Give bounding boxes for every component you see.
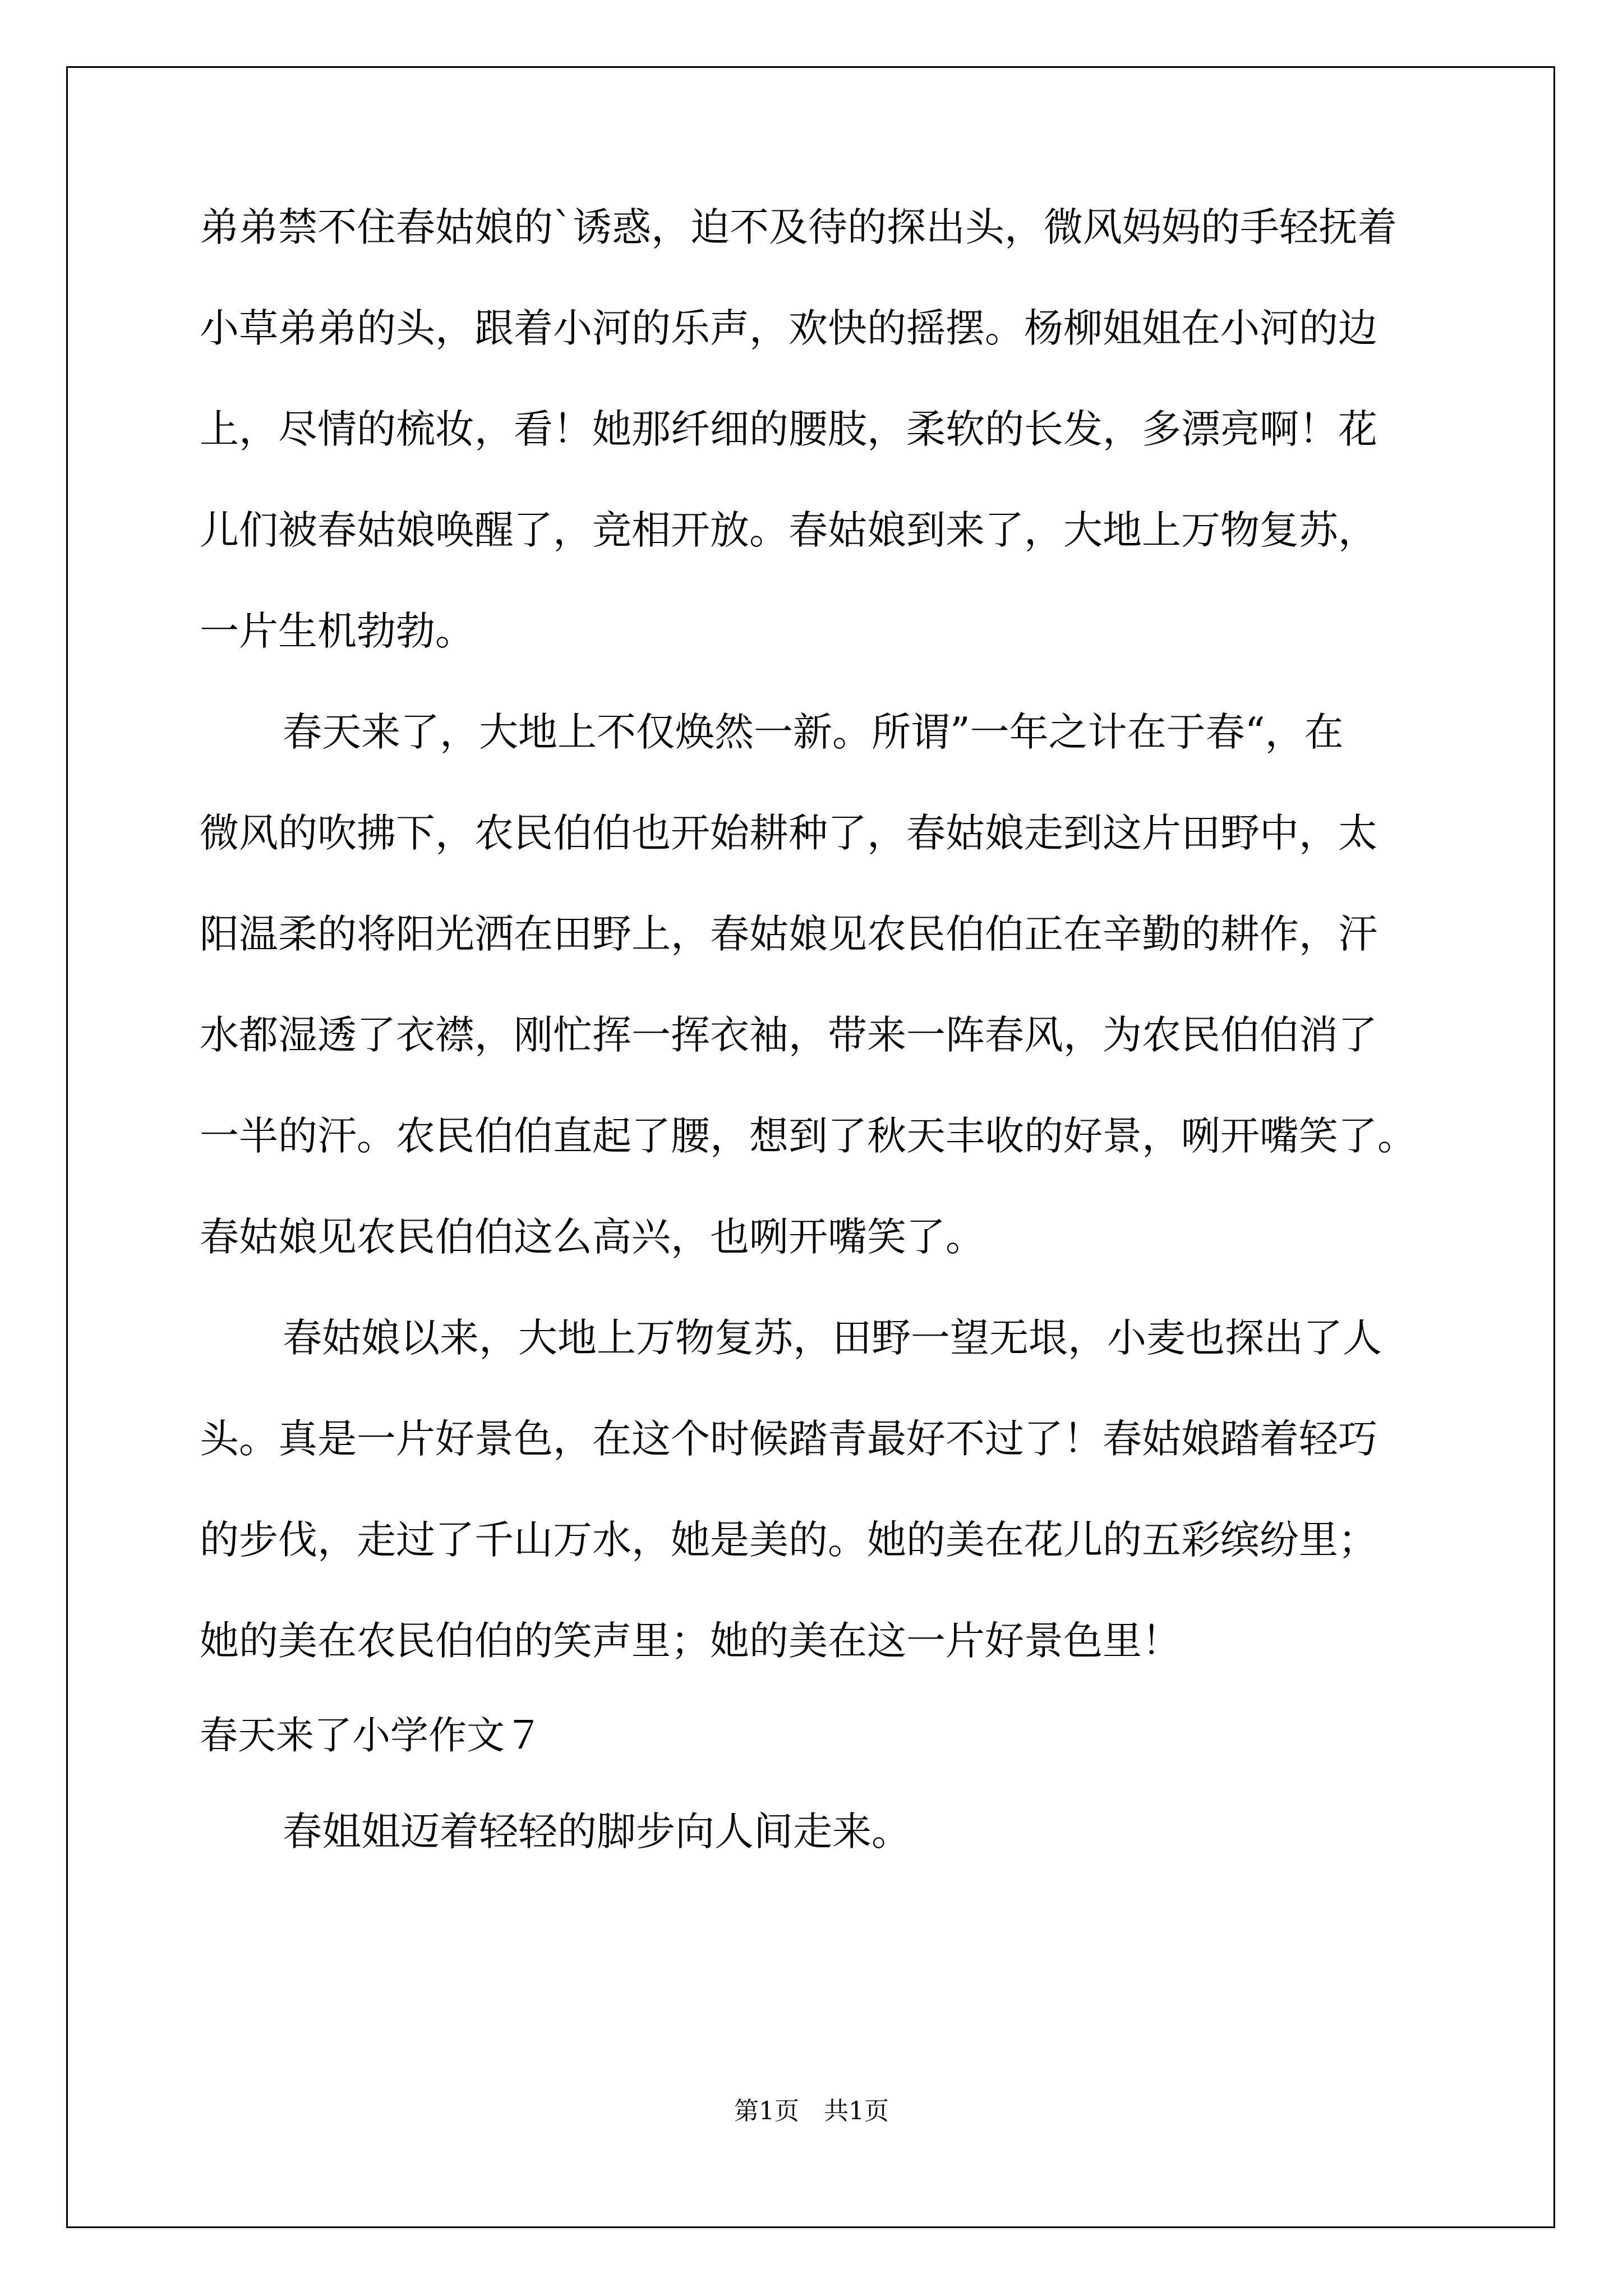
text-line: 上，尽情的梳妆，看！她那纤细的腰肢，柔软的长发，多漂亮啊！花 [200,406,1377,452]
paragraph-start-line: 春姐姐迈着轻轻的脚步向人间走来。 [283,1809,911,1855]
page-number: 第1页 共1页 [734,2097,889,2125]
section-heading: 春天来了小学作文７ [200,1714,543,1758]
paragraph-start-line: 春姑娘以来，大地上万物复苏，田野一望无垠，小麦也探出了人 [283,1315,1382,1361]
text-line: 微风的吹拂下，农民伯伯也开始耕种了，春姑娘走到这片田野中，太 [200,810,1377,856]
text-line: 一片生机勃勃。 [200,608,474,654]
text-line: 头。真是一片好景色，在这个时候踏青最好不过了！春姑娘踏着轻巧 [200,1416,1377,1462]
text-line: 的步伐，走过了千山万水，她是美的。她的美在花儿的五彩缤纷里； [200,1517,1377,1563]
text-line: 弟弟禁不住春姑娘的`诱惑，迫不及待的探出头，微风妈妈的手轻抚着 [200,204,1397,250]
paragraph-start-line: 春天来了，大地上不仅焕然一新。所谓”一年之计在于春“，在 [283,709,1344,755]
text-line: 水都湿透了衣襟，刚忙挥一挥衣袖，带来一阵春风，为农民伯伯消了 [200,1012,1377,1058]
text-line: 她的美在农民伯伯的笑声里；她的美在这一片好景色里！ [200,1618,1181,1664]
text-line: 阳温柔的将阳光洒在田野上，春姑娘见农民伯伯正在辛勤的耕作，汗 [200,911,1377,957]
text-line: 儿们被春姑娘唤醒了，竞相开放。春姑娘到来了，大地上万物复苏， [200,507,1377,553]
text-line: 小草弟弟的头，跟着小河的乐声，欢快的摇摆。杨柳姐姐在小河的边 [200,305,1377,351]
text-line: 一半的汗。农民伯伯直起了腰，想到了秋天丰收的好景，咧开嘴笑了。 [200,1113,1417,1159]
text-line: 春姑娘见农民伯伯这么高兴，也咧开嘴笑了。 [200,1214,985,1260]
